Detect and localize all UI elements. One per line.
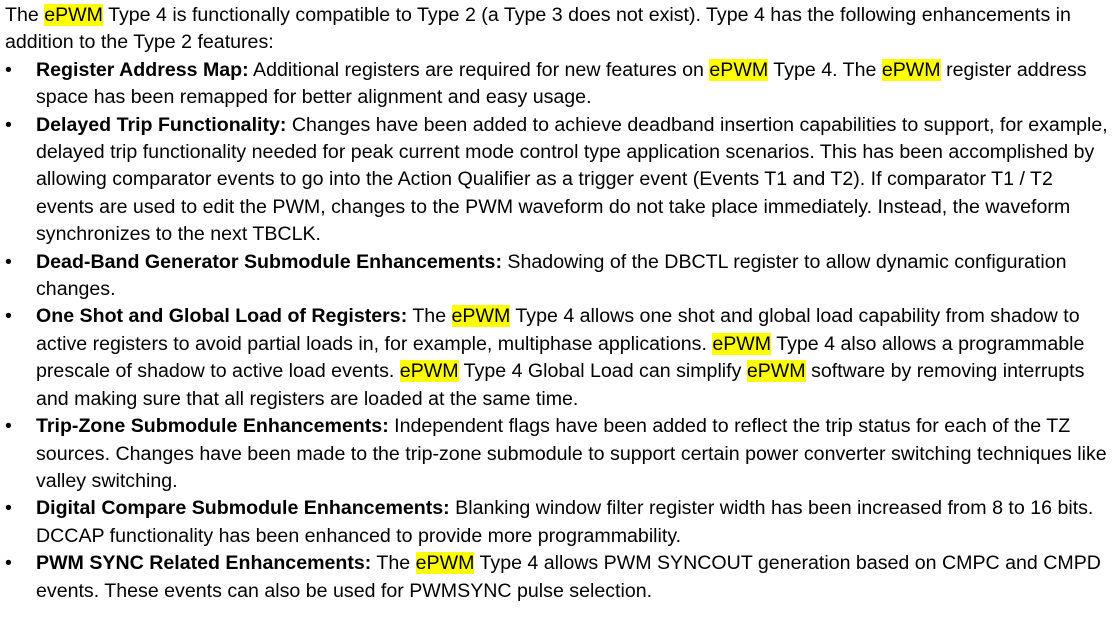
text-run: Type 4 Global Load can simplify: [458, 360, 747, 383]
list-item: [5, 413, 1113, 495]
item-title: One Shot and Global Load of Registers:: [36, 305, 408, 328]
enhancements-list: [5, 57, 1113, 605]
text-run: Independent flags have been added to reflect the trip status for each of the TZ sources. Changes have been made to the trip-zone submodule to support certain power converter switching techniques like valley switching.: [36, 415, 1107, 492]
list-item: [5, 112, 1113, 249]
text-run: Type 4 is functionally compatible to Type 2 (a Type 3 does not exist). Type 4 has the following enhancements in addition to the Type 2 features:: [5, 4, 1071, 54]
bullet-icon: •: [5, 415, 12, 438]
bullet-icon: •: [5, 113, 12, 136]
highlighted-term: ePWM: [44, 4, 103, 26]
text-run: Changes have been added to achieve deadband insertion capabilities to support, for example, delayed trip functionality needed for peak current mode control type application scenarios. This has been accomplished by allowing comparator events to go into the Action Qualifier as a trigger event (Events T1 and T2). If comparator T1 / T2 events are used to edit the PWM, changes to the PWM waveform do not take place immediately. Instead, the waveform synchronizes to the next TBCLK.: [36, 113, 1108, 246]
list-item: [5, 495, 1113, 550]
highlighted-term: ePWM: [746, 360, 806, 383]
highlighted-term: ePWM: [399, 360, 459, 383]
text-run: Type 4 also allows a programmable prescale of shadow to active load events.: [36, 332, 1085, 383]
text-run: Shadowing of the DBCTL register to allow dynamic configuration changes.: [36, 250, 1067, 301]
text-run: Type 4 allows one shot and global load capability from shadow to active registers to avoid partial loads in, for example, multiphase applications.: [36, 305, 1080, 355]
bullet-icon: •: [5, 305, 12, 328]
list-item: [5, 550, 1113, 605]
text-run: The: [5, 4, 45, 26]
list-item: [5, 303, 1113, 413]
bullet-icon: •: [5, 250, 12, 273]
list-item: [5, 57, 1113, 112]
text-run: software by removing interrupts and making sure that all registers are loaded at the same time.: [36, 360, 1085, 410]
bullet-icon: •: [5, 58, 12, 81]
bullet-icon: •: [5, 497, 12, 520]
text-run: Type 4. The: [768, 58, 882, 81]
intro-paragraph: [5, 2, 1113, 57]
highlighted-term: ePWM: [712, 332, 772, 355]
item-title: Trip-Zone Submodule Enhancements:: [36, 415, 389, 438]
highlighted-term: ePWM: [709, 58, 769, 81]
text-run: Type 4 allows PWM SYNCOUT generation based on CMPC and CMPD events. These events can also be used for PWMSYNC pulse selection.: [36, 552, 1101, 602]
item-title: Digital Compare Submodule Enhancements:: [36, 497, 450, 520]
item-title: PWM SYNC Related Enhancements:: [36, 552, 372, 575]
highlighted-term: ePWM: [881, 58, 941, 81]
text-run: The: [407, 305, 452, 328]
text-run: The: [371, 552, 416, 575]
highlighted-term: ePWM: [415, 552, 475, 575]
item-title: Dead-Band Generator Submodule Enhancements:: [36, 250, 502, 273]
bullet-icon: •: [5, 552, 12, 575]
item-title: Register Address Map:: [36, 58, 249, 81]
highlighted-term: ePWM: [451, 305, 511, 328]
list-item: [5, 249, 1113, 304]
text-run: Blanking window filter register width has been increased from 8 to 16 bits. DCCAP functionality has been enhanced to provide more programmability.: [36, 497, 1094, 547]
item-title: Delayed Trip Functionality:: [36, 113, 287, 136]
text-run: Additional registers are required for new features on: [248, 58, 710, 81]
text-run: register address space has been remapped for better alignment and easy usage.: [36, 58, 1087, 109]
